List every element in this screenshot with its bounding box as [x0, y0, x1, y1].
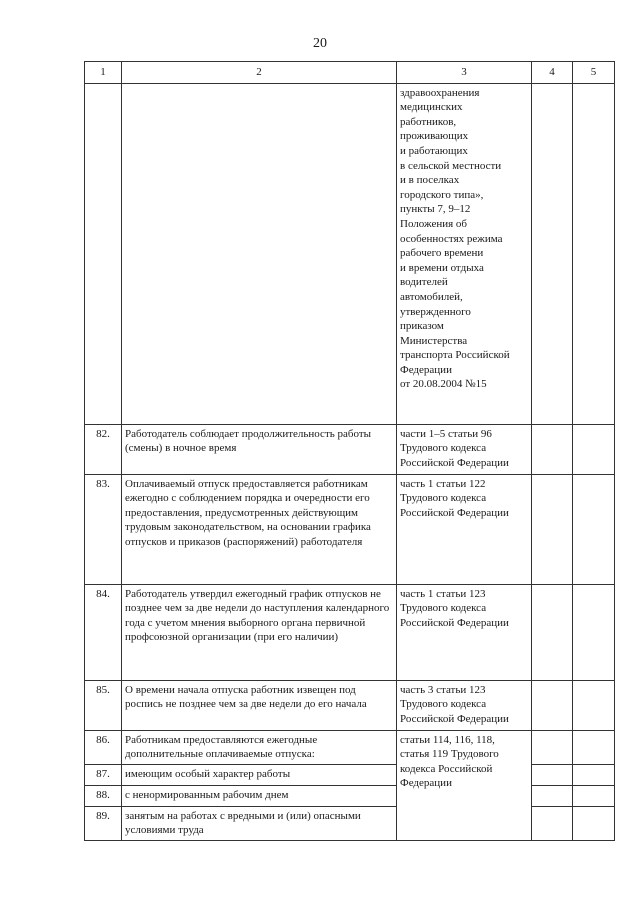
row-number: 84. [85, 584, 122, 680]
row-number [85, 83, 122, 424]
comment-cell [573, 806, 615, 840]
row-number: 82. [85, 424, 122, 474]
comment-cell [573, 424, 615, 474]
requirement-text: О времени начала отпуска работник извещен под роспись не позднее чем за две недели до его начала [122, 680, 397, 730]
requirement-text: Работодатель соблюдает продолжительность работы (смены) в ночное время [122, 424, 397, 474]
row-number: 89. [85, 806, 122, 840]
table-row [85, 424, 615, 474]
requirement-text [122, 83, 397, 424]
row-number: 86. [85, 730, 122, 764]
comment-cell [573, 680, 615, 730]
table-row [85, 584, 615, 680]
requirement-text: Работодатель утвердил ежегодный график отпусков не позднее чем за две недели до наступления календарного года с учетом мнения выборного органа первичной профсоюзной организации (при его наличии) [122, 584, 397, 680]
column-number-4: 4 [532, 62, 573, 84]
requirement-text: занятым на работах с вредными и (или) опасными условиями труда [122, 806, 397, 840]
table-row [85, 474, 615, 584]
row-number: 87. [85, 764, 122, 785]
answer-cell [532, 764, 573, 785]
column-number-2: 2 [122, 62, 397, 84]
comment-cell [573, 764, 615, 785]
requirement-text: с ненормированным рабочим днем [122, 785, 397, 806]
table-row [85, 680, 615, 730]
continuation-row [85, 83, 615, 424]
answer-cell [532, 806, 573, 840]
requirement-text: имеющим особый характер работы [122, 764, 397, 785]
requirement-text: Оплачиваемый отпуск предоставляется работникам ежегодно с соблюдением порядка и очередности его предоставления, предусмотренных действующим трудовым законодательством, на основании графика отпусков и приказов (распоряжений) работодателя [122, 474, 397, 584]
comment-cell [573, 785, 615, 806]
answer-cell [532, 785, 573, 806]
comment-cell [573, 584, 615, 680]
page-number: 20 [313, 36, 327, 51]
column-number-1: 1 [85, 62, 122, 84]
answer-cell [532, 424, 573, 474]
table-row [85, 806, 615, 840]
row-number: 88. [85, 785, 122, 806]
table-row [85, 730, 615, 764]
answer-cell [532, 474, 573, 584]
comment-cell [573, 474, 615, 584]
requirements-table [84, 61, 615, 841]
legal-reference: часть 1 статьи 122 Трудового кодекса Российской Федерации [397, 474, 532, 584]
column-number-5: 5 [573, 62, 615, 84]
row-number: 83. [85, 474, 122, 584]
answer-cell [532, 680, 573, 730]
legal-reference: части 1–5 статьи 96 Трудового кодекса Российской Федерации [397, 424, 532, 474]
column-number-row [85, 62, 615, 84]
table-row [85, 764, 615, 785]
answer-cell [532, 730, 573, 764]
legal-reference: здравоохранения медицинских работников, проживающих и работающих в сельской местности и в поселках городского типа», пункты 7, 9–12 Положения об особенностях режима рабочего времени и времени отдыха водителей автомобилей, утвержденного приказом Министерства транспорта Российской Федерации от 20.08.2004 №15 [397, 83, 532, 424]
table-row [85, 785, 615, 806]
legal-reference: статьи 114, 116, 118, статья 119 Трудового кодекса Российской Федерации [397, 730, 532, 840]
requirement-text: Работникам предоставляются ежегодные дополнительные оплачиваемые отпуска: [122, 730, 397, 764]
legal-reference: часть 3 статьи 123 Трудового кодекса Российской Федерации [397, 680, 532, 730]
comment-cell [573, 730, 615, 764]
row-number: 85. [85, 680, 122, 730]
comment-cell [573, 83, 615, 424]
column-number-3: 3 [397, 62, 532, 84]
legal-reference: часть 1 статьи 123 Трудового кодекса Российской Федерации [397, 584, 532, 680]
answer-cell [532, 83, 573, 424]
answer-cell [532, 584, 573, 680]
